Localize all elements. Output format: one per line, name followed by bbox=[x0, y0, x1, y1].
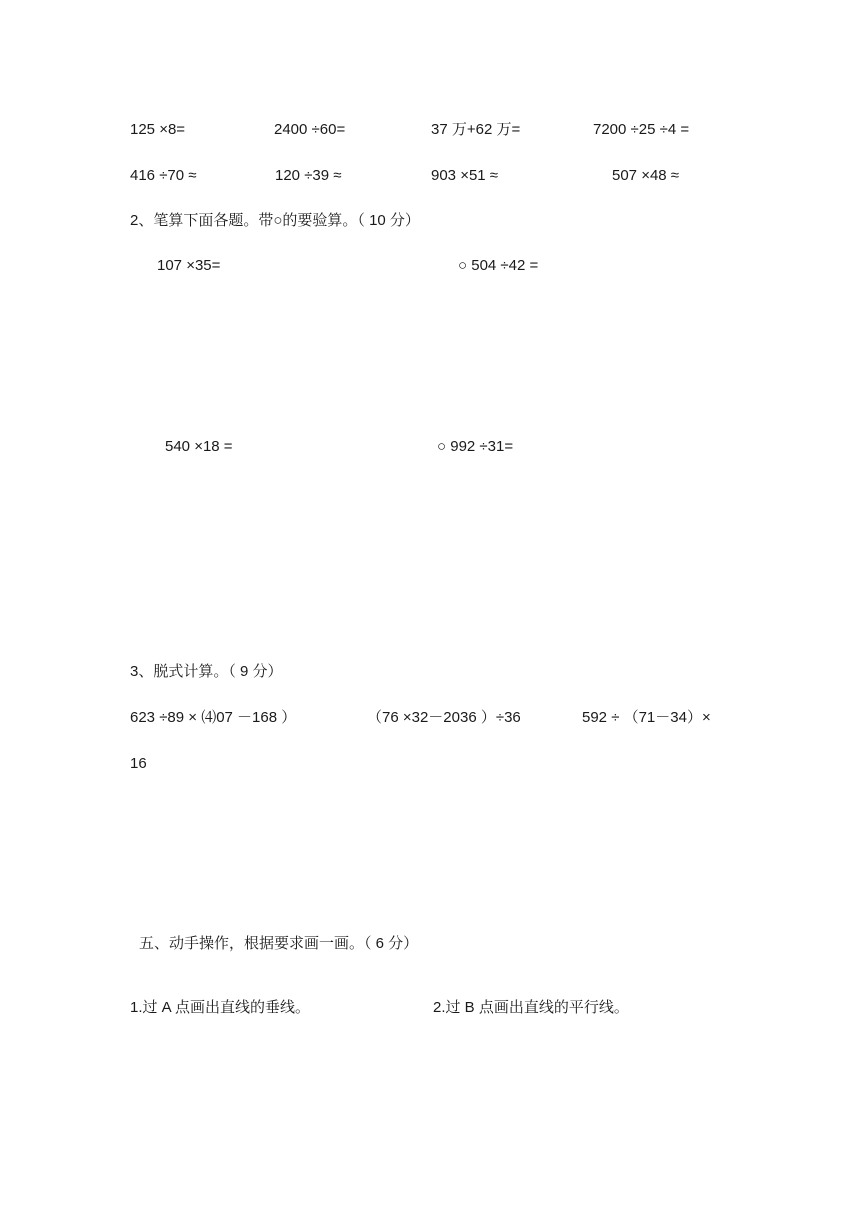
section-heading-written-calculation: 2、笔算下面各题。带○的要验算。（ 10 分） bbox=[130, 212, 420, 229]
oral-item: 37 万+62 万= bbox=[431, 121, 521, 138]
estimate-item: 120 ÷39 ≈ bbox=[275, 167, 342, 184]
oral-item: 7200 ÷25 ÷4 = bbox=[593, 121, 690, 138]
estimate-item: 416 ÷70 ≈ bbox=[130, 167, 197, 184]
written-problem-with-check: ○ 992 ÷31= bbox=[437, 438, 514, 455]
written-problem: 107 ×35= bbox=[157, 257, 221, 274]
step-problem-wrap: 16 bbox=[130, 755, 147, 772]
oral-item: 125 ×8= bbox=[130, 121, 186, 138]
step-problem: 592 ÷ （71－34）× bbox=[582, 709, 711, 726]
estimate-item: 903 ×51 ≈ bbox=[431, 167, 499, 184]
drawing-task: 1.过 A 点画出直线的垂线。 bbox=[130, 999, 311, 1016]
section-heading-drawing: 五、动手操作，根据要求画一画。（ 6 分） bbox=[139, 935, 419, 952]
written-problem-with-check: ○ 504 ÷42 = bbox=[458, 257, 539, 274]
step-problem: 623 ÷89 × ⑷07 －168 ） bbox=[130, 709, 297, 726]
written-problem: 540 ×18 = bbox=[165, 438, 233, 455]
drawing-task: 2.过 B 点画出直线的平行线。 bbox=[433, 999, 629, 1016]
estimate-item: 507 ×48 ≈ bbox=[612, 167, 680, 184]
step-problem: （76 ×32－2036 ）÷36 bbox=[367, 709, 521, 726]
oral-item: 2400 ÷60= bbox=[274, 121, 346, 138]
section-heading-step-calculation: 3、脱式计算。（ 9 分） bbox=[130, 663, 283, 680]
